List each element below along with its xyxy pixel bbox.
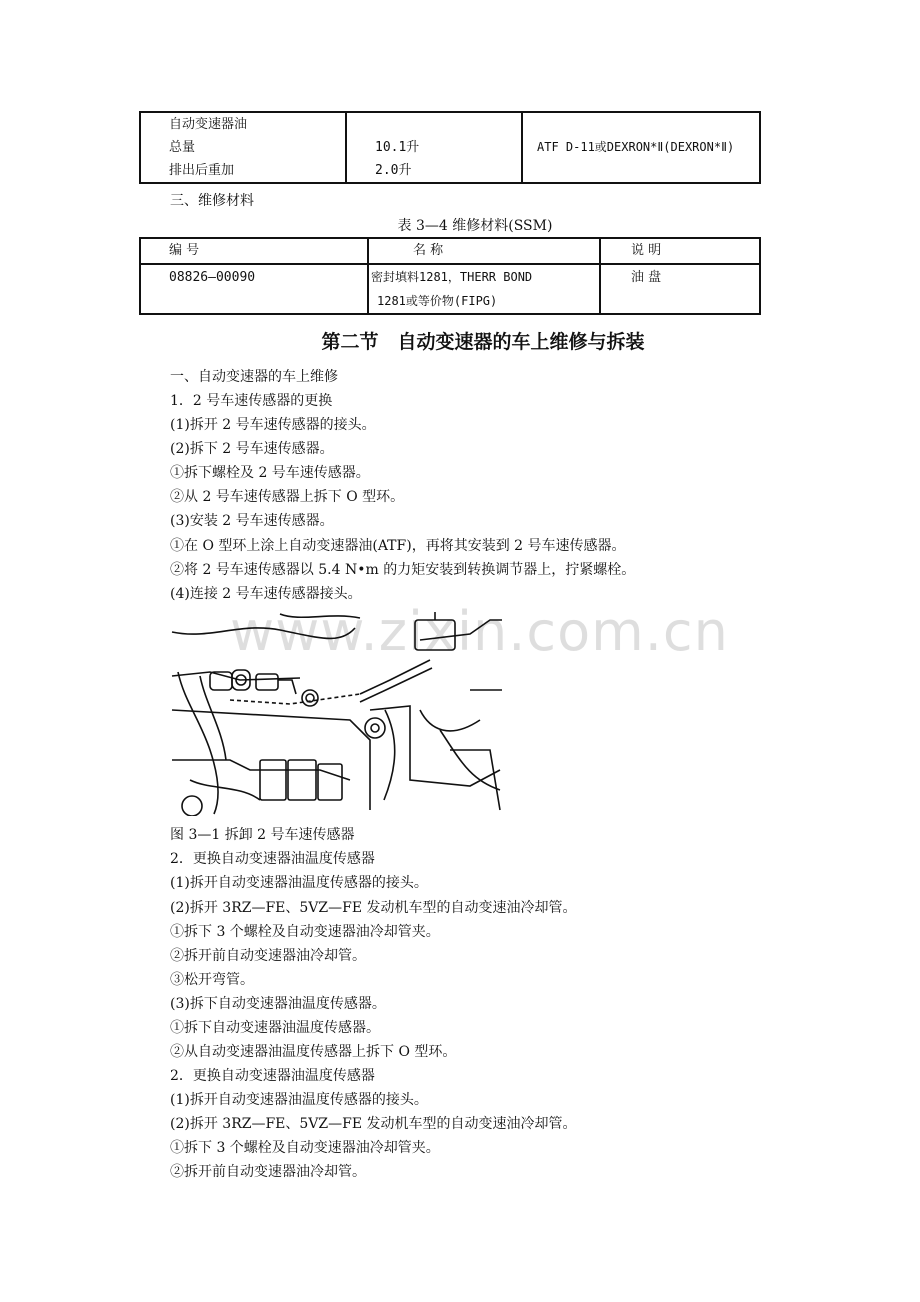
capacity-value-cell [346, 112, 522, 183]
ssm-header-name: 名 称 [368, 238, 600, 264]
text-line: (1)拆开自动变速器油温度传感器的接头。 [170, 875, 428, 891]
engine-sensor-figure [170, 610, 505, 816]
text-line: 一、自动变速器的车上维修 [170, 369, 338, 385]
text-line: ②将 2 号车速传感器以 5.4 N•m 的力矩安装到转换调节器上，拧紧螺栓。 [170, 562, 636, 578]
text-line: (3)安装 2 号车速传感器。 [170, 513, 334, 529]
table1-fluid-type: ATF D-11或DEXRON*Ⅱ(DEXRON*Ⅱ) [537, 140, 735, 154]
table1-row1-label: 自动变速器油 [169, 117, 248, 132]
text-line: (2)拆开 3RZ—FE、5VZ—FE 发动机车型的自动变速油冷却管。 [170, 1116, 577, 1132]
text-line: ②拆开前自动变速器油冷却管。 [170, 1164, 366, 1180]
watermark: www.zixin.com.cn [230, 600, 729, 663]
text-line: ③松开弯管。 [170, 972, 254, 988]
table2-caption: 表 3—4 维修材料(SSM) [397, 218, 553, 234]
text-line: 1．2 号车速传感器的更换 [170, 393, 333, 409]
capacity-table [139, 111, 761, 184]
text-line: 2．更换自动变速器油温度传感器 [170, 851, 375, 867]
ssm-part-note: 油 盘 [600, 264, 760, 314]
repair-materials-heading: 三、维修材料 [170, 193, 254, 209]
ssm-part-name-line1: 密封填料1281，THERR BOND [371, 270, 533, 284]
text-line: (3)拆下自动变速器油温度传感器。 [170, 996, 386, 1012]
text-line: ②从 2 号车速传感器上拆下 O 型环。 [170, 489, 405, 505]
text-line: ②从自动变速器油温度传感器上拆下 O 型环。 [170, 1044, 457, 1060]
text-line: (1)拆开 2 号车速传感器的接头。 [170, 417, 376, 433]
text-line: ①拆下 3 个螺栓及自动变速器油冷却管夹。 [170, 924, 440, 940]
ssm-part-number: 08826—00090 [140, 264, 368, 314]
text-line: (2)拆下 2 号车速传感器。 [170, 441, 334, 457]
text-line: ②拆开前自动变速器油冷却管。 [170, 948, 366, 964]
text-line: (2)拆开 3RZ—FE、5VZ—FE 发动机车型的自动变速油冷却管。 [170, 900, 577, 916]
section-title: 第二节 自动变速器的车上维修与拆装 [321, 331, 645, 353]
capacity-label-cell [140, 112, 346, 183]
fluid-type-cell [522, 112, 760, 183]
table1-row2-label: 总量 [169, 140, 196, 155]
text-line: ①拆下螺栓及 2 号车速传感器。 [170, 465, 370, 481]
ssm-header-number: 编 号 [140, 238, 368, 264]
ssm-table [139, 237, 761, 315]
ssm-part-name [368, 264, 600, 314]
text-line: (4)连接 2 号车速传感器接头。 [170, 586, 362, 602]
text-line: ①拆下 3 个螺栓及自动变速器油冷却管夹。 [170, 1140, 440, 1156]
figure-caption: 图 3—1 拆卸 2 号车速传感器 [170, 827, 355, 843]
ssm-part-name-line2: 1281或等价物(FIPG) [377, 294, 498, 308]
text-line: (1)拆开自动变速器油温度传感器的接头。 [170, 1092, 428, 1108]
table1-total-value: 10.1升 [375, 140, 420, 155]
text-line: ①拆下自动变速器油温度传感器。 [170, 1020, 380, 1036]
text-line: ①在 O 型环上涂上自动变速器油(ATF)，再将其安装到 2 号车速传感器。 [170, 538, 626, 554]
table1-row3-label: 排出后重加 [169, 163, 235, 178]
table1-refill-value: 2.0升 [375, 163, 412, 178]
ssm-header-note: 说 明 [600, 238, 760, 264]
text-line: 2．更换自动变速器油温度传感器 [170, 1068, 375, 1084]
